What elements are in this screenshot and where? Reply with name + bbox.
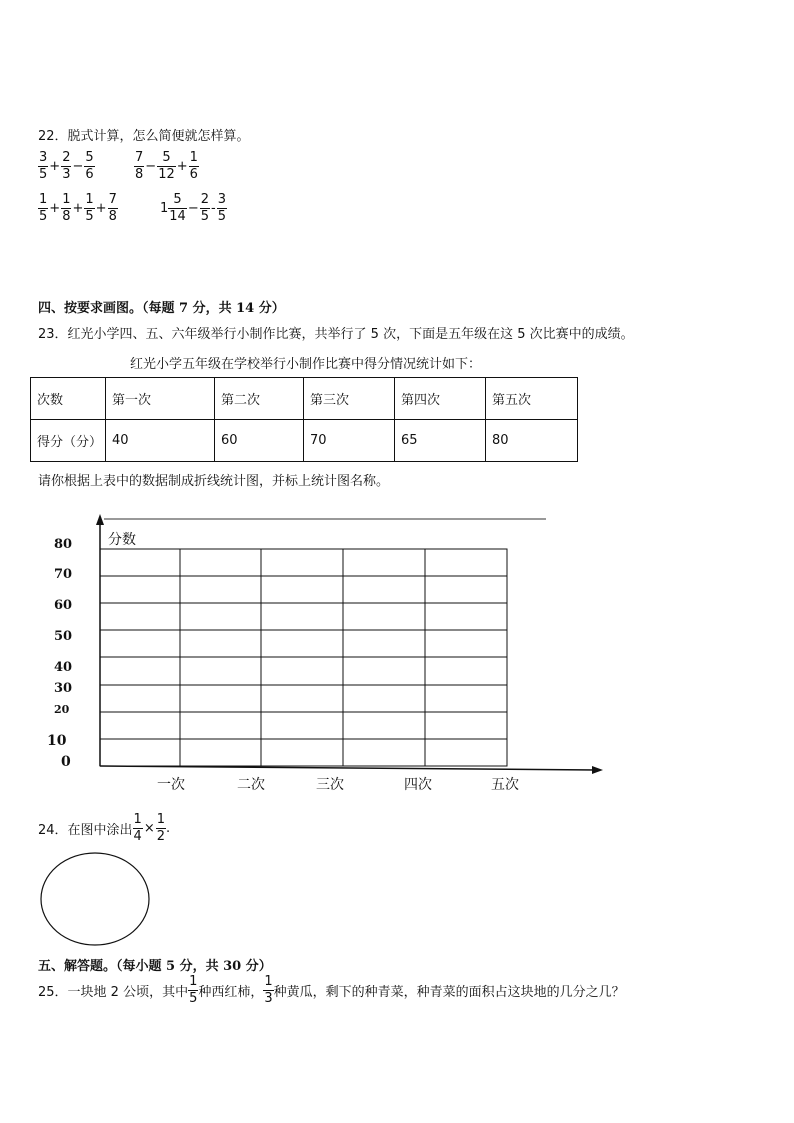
x-tick-label: 三次 [316, 777, 344, 793]
denominator: 3 [62, 167, 71, 182]
y-axis-title: 分数 [108, 532, 136, 548]
operator: + [49, 159, 61, 174]
table-cell: 次数 [31, 378, 106, 420]
numerator: 2 [200, 192, 210, 207]
table-cell: 60 [215, 420, 304, 462]
numerator: 1 [85, 192, 94, 207]
denominator: 3 [264, 991, 273, 1006]
numerator: 1 [156, 812, 166, 827]
denominator: 5 [200, 209, 210, 224]
operator: + [176, 159, 188, 174]
y-tick-label: 50 [54, 629, 73, 644]
whole-number: 1 [160, 201, 169, 216]
y-tick-label: 40 [54, 660, 73, 675]
q24-title [38, 812, 170, 845]
denominator: 5 [217, 209, 226, 224]
denominator: 6 [189, 167, 198, 182]
q25-text-3: 种黄瓜，剩下的种青菜，种青菜的面积占这块地的几分之几？ [273, 985, 625, 1000]
y-tick-label: 80 [54, 537, 73, 552]
fraction [133, 812, 143, 845]
numerator: 1 [133, 812, 142, 827]
numerator: 1 [189, 150, 198, 165]
denominator: 5 [39, 167, 48, 182]
numerator: 1 [264, 974, 273, 989]
x-tick-label: 二次 [237, 777, 265, 793]
denominator: 8 [135, 167, 144, 182]
numerator: 5 [162, 150, 171, 165]
y-tick-label: 70 [54, 567, 73, 582]
y-axis-arrow [96, 514, 104, 525]
grid-lines [100, 549, 507, 766]
table-cell: 40 [106, 420, 215, 462]
table-cell: 第四次 [395, 378, 486, 420]
table-cell: 第五次 [486, 378, 578, 420]
operator: + [95, 201, 107, 216]
y-tick-label: 10 [47, 733, 67, 749]
operator: + [49, 201, 61, 216]
denominator: 14 [169, 209, 186, 224]
times-sign: × [143, 821, 155, 836]
denominator: 12 [158, 167, 175, 182]
numerator: 5 [85, 150, 94, 165]
fraction [188, 974, 198, 1007]
operator: − [72, 159, 84, 174]
q25-text-2: 种西红柿， [198, 985, 264, 1000]
section-4-heading: 四、按要求画图。（每题 7 分，共 14 分） [38, 301, 285, 316]
q25-question [38, 974, 625, 1007]
numerator: 3 [217, 192, 226, 207]
table-cell: 70 [304, 420, 395, 462]
numerator: 1 [62, 192, 71, 207]
x-tick-label: 五次 [491, 777, 519, 793]
table-cell: 第二次 [215, 378, 304, 420]
y-tick-label: 0 [61, 754, 71, 770]
q25-text-1: 25．一块地 2 公顷，其中 [38, 985, 189, 1000]
denominator: 5 [85, 209, 94, 224]
y-tick-label: 20 [54, 703, 70, 716]
q24-prefix: 24．在图中涂出 [38, 823, 133, 838]
section-5-heading: 五、解答题。（每小题 5 分，共 30 分） [38, 959, 272, 974]
numerator: 1 [189, 974, 198, 989]
table-cell: 80 [486, 420, 578, 462]
table-cell: 第一次 [106, 378, 215, 420]
denominator: 5 [39, 209, 48, 224]
y-tick-label: 30 [54, 681, 73, 696]
x-tick-label: 一次 [157, 777, 185, 793]
numerator: 1 [39, 192, 48, 207]
circle-to-shade[interactable] [38, 850, 154, 950]
x-axis [100, 766, 596, 770]
fraction [156, 812, 166, 845]
q23-title: 23．红光小学四、五、六年级举行小制作比赛，共举行了 5 次，下面是五年级在这 5 次比赛中的成绩。 [38, 327, 634, 342]
denominator: 8 [62, 209, 71, 224]
operator: - [211, 201, 216, 216]
q22-title: 22．脱式计算，怎么简便就怎样算。 [38, 129, 250, 144]
fraction [263, 974, 273, 1007]
numerator: 5 [173, 192, 182, 207]
table-cell: 得分（分） [31, 420, 106, 462]
y-tick-label: 60 [54, 598, 73, 613]
denominator: 6 [85, 167, 94, 182]
numerator: 7 [135, 150, 144, 165]
operator: − [145, 159, 157, 174]
denominator: 5 [189, 991, 198, 1006]
denominator: 2 [156, 829, 166, 844]
table-cell: 65 [395, 420, 486, 462]
numerator: 3 [39, 150, 48, 165]
numerator: 2 [62, 150, 71, 165]
denominator: 8 [108, 209, 117, 224]
q24-suffix: . [166, 821, 171, 836]
numerator: 7 [108, 192, 117, 207]
denominator: 4 [133, 829, 142, 844]
q23-instruction: 请你根据上表中的数据制成折线统计图，并标上统计图名称。 [38, 474, 390, 489]
operator: − [187, 201, 199, 216]
table-cell: 第三次 [304, 378, 395, 420]
operator: + [72, 201, 84, 216]
table-caption: 红光小学五年级在学校举行小制作比赛中得分情况统计如下： [130, 357, 482, 372]
x-axis-arrow [592, 766, 603, 774]
x-tick-label: 四次 [404, 777, 432, 793]
